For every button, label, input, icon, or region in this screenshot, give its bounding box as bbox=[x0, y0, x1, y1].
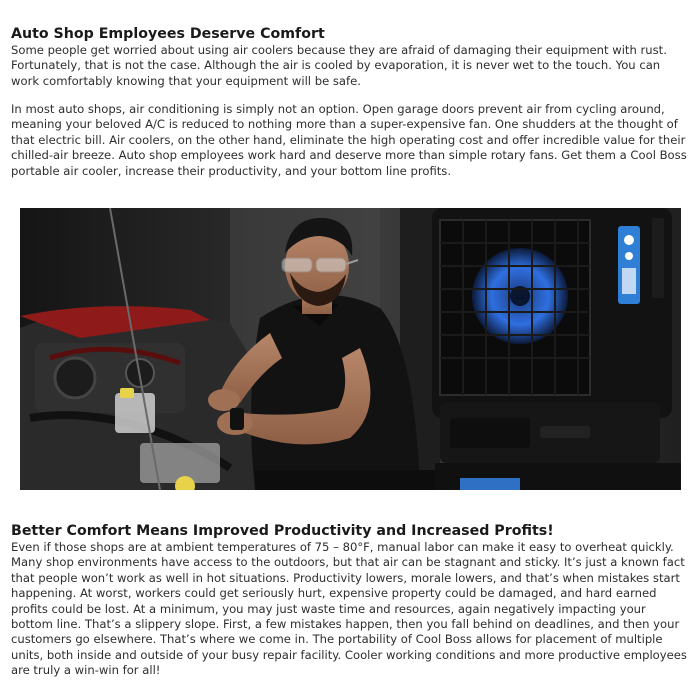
section-heading-productivity: Better Comfort Means Improved Productivity and Increased Profits! bbox=[11, 523, 554, 539]
section-heading-comfort: Auto Shop Employees Deserve Comfort bbox=[11, 26, 325, 42]
paragraph-air-conditioning: In most auto shops, air conditioning is simply not an option. Open garage doors prevent air from cycling around, meaning your beloved A/C is reduced to nothing more than a super-expensive fan. One shudders at the thought of that electric bill. Air coolers, on the other hand, eliminate the high operating cost and offer incredible value for their chilled-air breeze. Auto shop employees work hard and deserve more than simple rotary fans. Get them a Cool Boss portable air cooler, increase their productivity, and your bottom line profits. bbox=[11, 102, 687, 178]
photo-illustration bbox=[20, 208, 681, 490]
paragraph-rust: Some people get worried about using air coolers because they are afraid of damaging their equipment with rust. Fortunately, that is not the case. Although the air is cooled by evaporation, it is never wet to the touch. You can work comfortably knowing that your equipment will be safe. bbox=[11, 43, 667, 88]
paragraph-productivity: Even if those shops are at ambient temperatures of 75 – 80°F, manual labor can make it easy to overheat quickly. Many shop environments have access to the outdoors, but that air can be stagnant and sticky. It’s just a known fact that people won’t work as well in hot situations. Productivity lowers, morale lowers, and that’s when mistakes start happening. At worst, workers could get seriously hurt, expensive property could be damaged, and hard earned profits could be lost. At a minimum, you may just waste time and resources, again negatively impacting your bottom line. That’s a slippery slope. First, a few mistakes happen, then you fall behind on deadlines, and then your customers go elsewhere. That’s where we come in. The portability of Cool Boss allows for placement of multiple units, both inside and outside of your busy repair facility. Cooler working conditions and more productive employees are truly a win-win for all! bbox=[11, 540, 687, 678]
photo-mechanic-with-air-cooler bbox=[20, 208, 681, 490]
